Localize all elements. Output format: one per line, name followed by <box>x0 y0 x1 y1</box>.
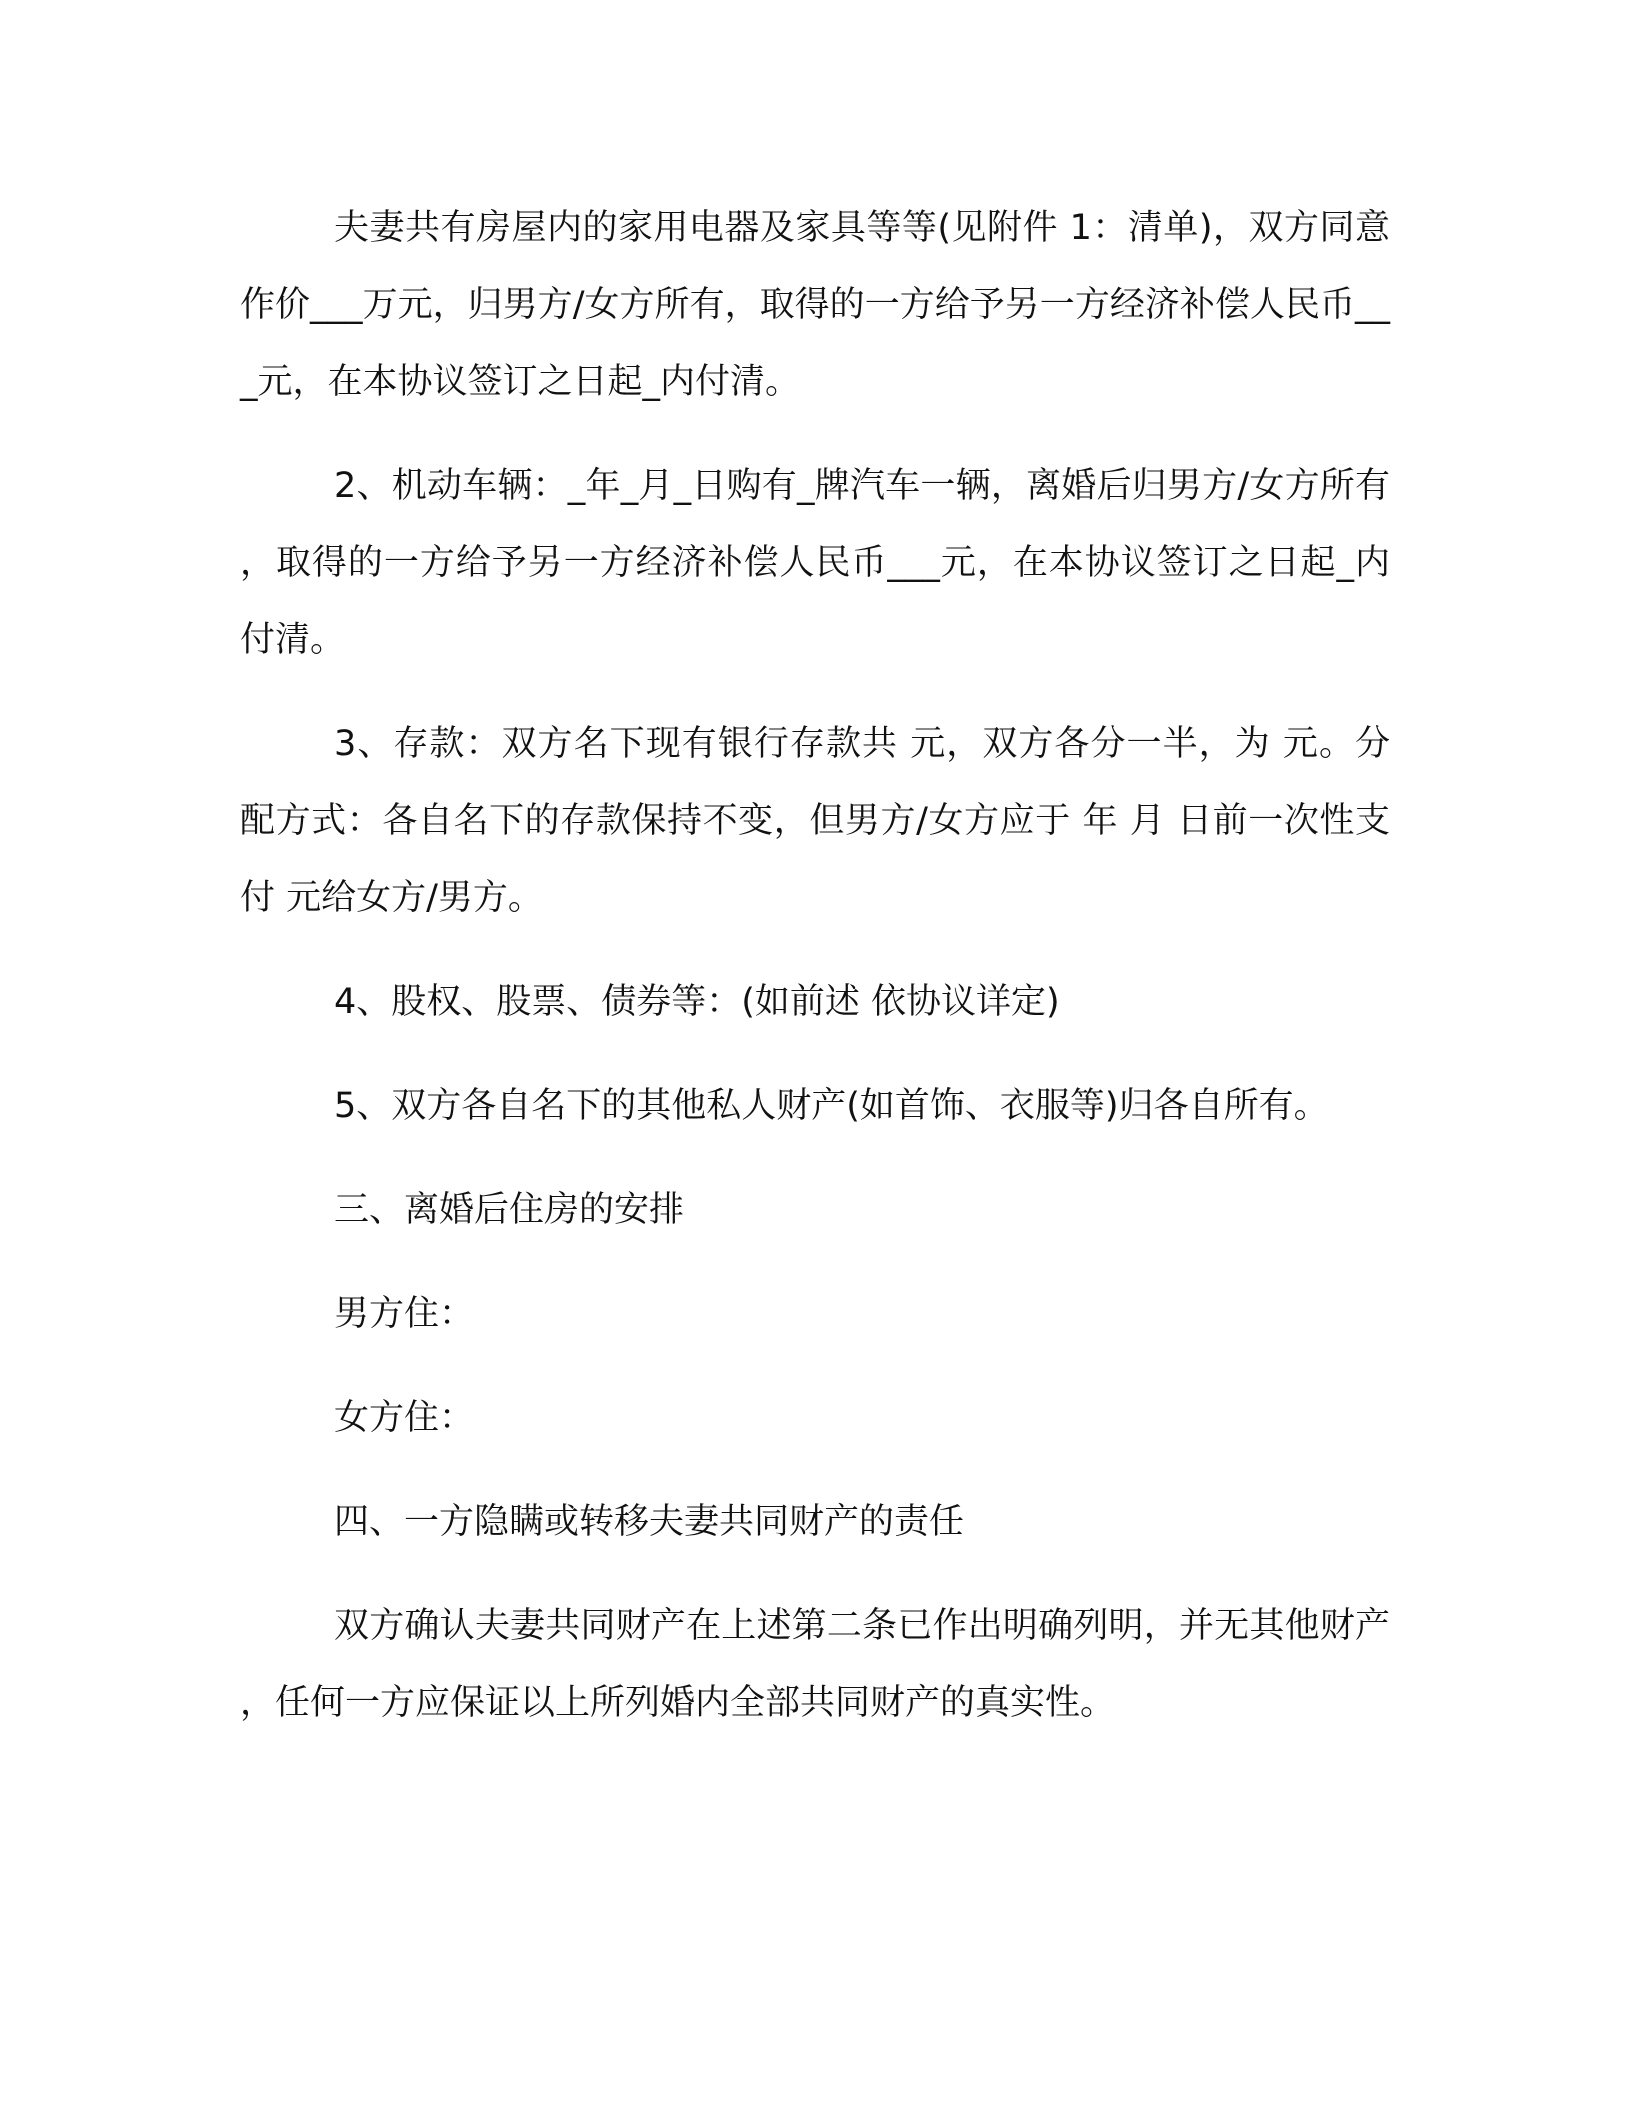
paragraph-equity: 4、股权、股票、债券等：(如前述 依协议详定) <box>334 982 1060 1022</box>
paragraph-confirmation: 双方确认夫妻共同财产在上述第二条已作出明确列明，并无其他财产，任何一方应保证以上所列婚内全部共同财产的真实性。 <box>240 1606 1390 1723</box>
paragraph-appliances: 夫妻共有房屋内的家用电器及家具等等(见附件 1：清单)，双方同意作价___万元，归男方/女方所有，取得的一方给予另一方经济补偿人民币___元，在本协议签订之日起_内付清。 <box>240 208 1390 402</box>
paragraph-deposits: 3、存款：双方名下现有银行存款共 元，双方各分一半，为 元。分配方式：各自名下的存款保持不变，但男方/女方应于 年 月 日前一次性支付 元给女方/男方。 <box>240 724 1390 918</box>
paragraph-vehicle: 2、机动车辆：_年_月_日购有_牌汽车一辆，离婚后归男方/女方所有，取得的一方给予另一方经济补偿人民币___元，在本协议签订之日起_内付清。 <box>240 466 1390 660</box>
section-heading-housing: 三、离婚后住房的安排 <box>334 1190 685 1230</box>
paragraph-female-residence: 女方住： <box>334 1398 475 1438</box>
paragraph-male-residence: 男方住： <box>334 1294 475 1334</box>
paragraph-private-property: 5、双方各自名下的其他私人财产(如首饰、衣服等)归各自所有。 <box>334 1086 1329 1126</box>
section-heading-concealment: 四、一方隐瞒或转移夫妻共同财产的责任 <box>334 1502 965 1542</box>
document-body <box>240 190 1390 1769</box>
